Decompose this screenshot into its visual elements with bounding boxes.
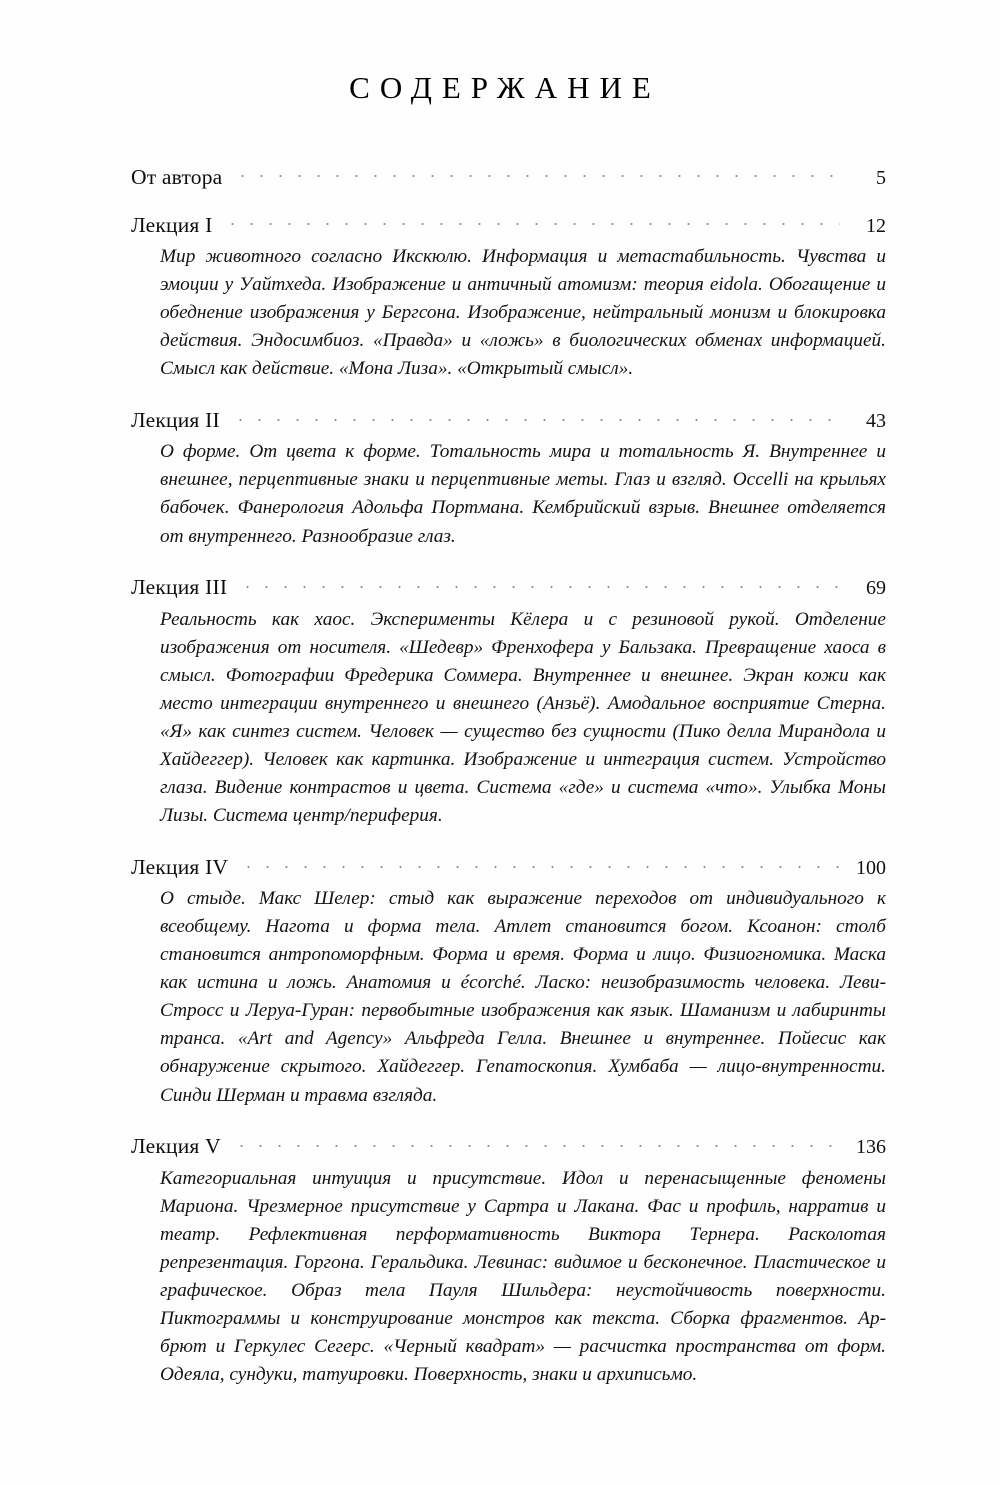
toc-entry-list [0, 162, 1000, 1389]
toc-entry-description: Реальность как хаос. Эксперименты Кёлера и с резиновой рукой. Отделение изображения от носителя. «Шедевр» Френхофера у Бальзака. Превращение хаоса в смысл. Фотографии Фредерика Соммера. Внутреннее и внешнее. Экран кожи как место интеграции внутреннего и внешнего (Анзьё). Амодальное восприятие Стерна. «Я» как синтез систем. Человек — существо без сущности (Пико делла Мирандола и Хайдеггер). Человек как картинка. Изображение и интеграция систем. Устройство глаза. Видение контрастов и цвета. Система «где» и система «что». Улыбка Моны Лизы. Система центр/периферия. [160, 608, 886, 826]
toc-entry-description: О стыде. Макс Шелер: стыд как выражение переходов от индивидуального к всеобщему. Нагота и форма тела. Атлет становится богом. Ксоанон: столб становится антропоморфным. Форма и время. Форма и лицо. Физиогномика. Маска как истина и ложь. Анатомия и écorché. Ласко: неизобразимость человека. Леви-Стросс и Леруа-Гуран: первобытные изображения как язык. Шаманизм и лабиринты транса. «Art and Agency» Альфреда Гелла. Внешнее и внутреннее. Пойесис как обнаружение скрытого. Хайдеггер. Гепатоскопия. Хумбаба — лицо-внутренности. Синди Шерман и травма взгляда. [160, 888, 886, 1106]
toc-entry-label: Лекция V [131, 1134, 221, 1159]
toc-entry[interactable] [131, 405, 886, 550]
toc-entry-header[interactable] [131, 210, 886, 236]
dot-leader [233, 162, 840, 184]
toc-entry-header[interactable] [131, 573, 886, 599]
dot-leader [223, 210, 840, 232]
toc-entry-header[interactable] [131, 405, 886, 431]
dot-leader [238, 573, 840, 595]
toc-entry-header[interactable] [131, 852, 886, 878]
toc-entry-page-number: 69 [866, 577, 886, 600]
toc-entry-page-number: 43 [866, 409, 886, 432]
toc-entry[interactable] [131, 573, 886, 831]
toc-entry-page-number: 136 [856, 1136, 886, 1159]
toc-entry-page-number: 12 [866, 214, 886, 237]
page-title: СОДЕРЖАНИЕ [349, 70, 661, 105]
toc-entry-header[interactable] [131, 1132, 886, 1158]
toc-entry-page-number: 5 [876, 166, 886, 189]
toc-entry-header[interactable] [131, 162, 886, 188]
toc-entry-description: О форме. От цвета к форме. Тотальность мира и тотальность Я. Внутреннее и внешнее, перцептивные знаки и перцептивные меты. Глаз и взгляд. Occelli на крыльях бабочек. Фанерология Адольфа Портмана. Кембрийский взрыв. Внешнее отделяется от внутреннего. Разнообразие глаз. [160, 441, 886, 547]
toc-entry[interactable] [131, 162, 886, 188]
toc-entry-label: Лекция III [131, 575, 228, 600]
toc-entry-label: От автора [131, 164, 223, 189]
toc-entry[interactable] [131, 1132, 886, 1390]
toc-entry[interactable] [131, 852, 886, 1110]
toc-entry-description: Категориальная интуиция и присутствие. Идол и перенасыщенные феномены Мариона. Чрезмерное присутствие у Сартра и Лакана. Фас и профиль, нарратив и театр. Рефлективная перформативность Виктора Тернера. Расколотая репрезентация. Горгона. Геральдика. Левинас: видимое и бесконечное. Пластическое и графическое. Образ тела Пауля Шильдера: неустойчивость поверхности. Пиктограммы и конструирование монстров как текста. Сборка фрагментов. Ар-брют и Геркулес Сегерс. «Черный квадрат» — расчистка пространства от форм. Одеяла, сундуки, татуировки. Поверхность, знаки и архиписьмо. [160, 1167, 886, 1385]
dot-leader [231, 405, 840, 427]
toc-entry-label: Лекция II [131, 407, 220, 432]
toc-entry-page-number: 100 [856, 856, 886, 879]
dot-leader [239, 852, 840, 874]
toc-entry-label: Лекция IV [131, 854, 229, 879]
toc-entry[interactable] [131, 210, 886, 383]
dot-leader [232, 1132, 840, 1154]
toc-entry-description: Мир животного согласно Икскюлю. Информация и метастабильность. Чувства и эмоции у Уайтхеда. Изображение и античный атомизм: теория eidola. Обогащение и обеднение изображения у Бергсона. Изображение, нейтральный монизм и блокировка действия. Эндосимбиоз. «Правда» и «ложь» в биологических обменах информацией. Смысл как действие. «Мона Лиза». «Открытый смысл». [160, 246, 886, 380]
toc-entry-label: Лекция I [131, 212, 213, 237]
